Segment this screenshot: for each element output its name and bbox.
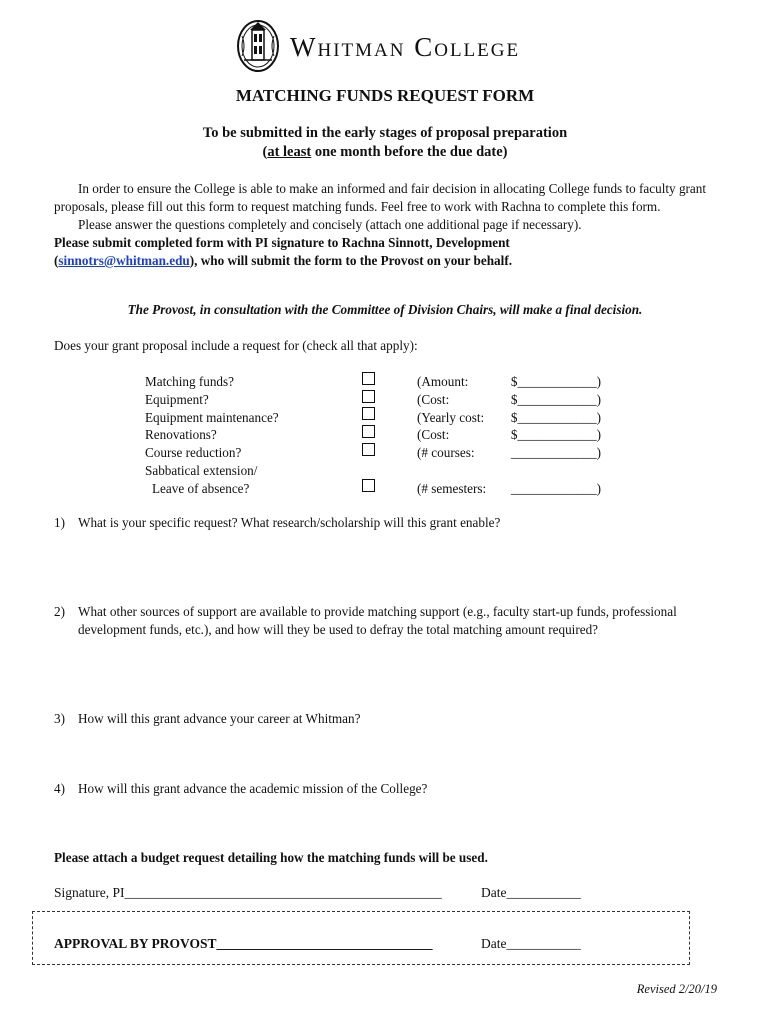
question-text: What other sources of support are available to provide matching support (e.g., faculty start-up funds, professional development funds, etc.), and how will they be used to defray the total matching amount required? (78, 604, 677, 637)
item-label-equipment-maintenance: Equipment maintenance? (145, 409, 279, 425)
amount-label: (Amount: (417, 374, 469, 389)
college-logo (234, 16, 544, 74)
approval-provost-field[interactable]: APPROVAL BY PROVOST________________________________ (54, 936, 433, 951)
amount-label: (Cost: (417, 391, 450, 407)
question-3 (54, 710, 714, 728)
amount-blank[interactable]: $____________) (510, 391, 601, 407)
budget-note: Please attach a budget request detailing how the matching funds will be used. (54, 850, 488, 865)
checkbox-renovations[interactable] (362, 425, 375, 438)
email-link[interactable]: sinnotrs@whitman.edu (58, 253, 190, 268)
item-label-renovations: Renovations? (145, 427, 217, 443)
question-number: 3) (54, 711, 65, 726)
item-label-matching-funds: Matching funds? (145, 374, 234, 389)
amount-blank[interactable]: $____________) (510, 374, 601, 389)
item-label-equipment: Equipment? (145, 391, 209, 407)
question-text: How will this grant advance your career at Whitman? (78, 711, 361, 726)
checkbox-matching-funds[interactable] (362, 372, 375, 385)
question-text: How will this grant advance the academic mission of the College? (78, 781, 428, 796)
approval-date-field[interactable]: Date___________ (481, 936, 581, 951)
amount-label: (Cost: (417, 427, 450, 443)
form-subtitle (0, 124, 770, 162)
amount-blank[interactable]: _____________) (510, 480, 601, 496)
question-2 (54, 603, 714, 639)
item-label-course-reduction: Course reduction? (145, 445, 242, 461)
checkbox-equipment-maintenance[interactable] (362, 407, 375, 420)
email-paren: ( (54, 253, 59, 268)
checkbox-sabbatical[interactable] (362, 479, 375, 492)
question-4 (54, 780, 714, 798)
college-name: Whitman College (290, 32, 521, 62)
item-label-sabbatical-2: Leave of absence? (152, 480, 250, 496)
question-number: 1) (54, 515, 65, 530)
checkbox-equipment[interactable] (362, 390, 375, 403)
amount-blank[interactable]: $____________) (510, 409, 601, 425)
submit-line: Please submit completed form with PI signature to Rachna Sinnott, Development (54, 235, 510, 250)
subtitle-rest: one month before the due date) (311, 144, 508, 160)
amount-blank[interactable]: _____________) (510, 445, 601, 461)
question-number: 4) (54, 781, 65, 796)
intro-paragraph-2: Please answer the questions completely and concisely (attach one additional page if necessary). (78, 217, 582, 232)
subtitle-line-1: To be submitted in the early stages of proposal preparation (202, 125, 568, 141)
question-text: What is your specific request? What research/scholarship will this grant enable? (78, 515, 501, 530)
question-1 (54, 514, 714, 532)
intro-section (54, 180, 724, 270)
revision-date: Revised 2/20/19 (636, 982, 717, 996)
checklist-intro: Does your grant proposal include a request for (check all that apply): (54, 338, 418, 353)
provost-note: The Provost, in consultation with the Committee of Division Chairs, will make a final decision. (127, 302, 643, 317)
checkbox-course-reduction[interactable] (362, 443, 375, 456)
question-number: 2) (54, 604, 65, 619)
amount-label: (# semesters: (417, 480, 487, 496)
college-seal-icon (234, 16, 284, 74)
amount-label: (# courses: (417, 445, 475, 461)
item-label-sabbatical-1: Sabbatical extension/ (145, 462, 258, 478)
signature-pi-field[interactable]: Signature, PI_______________________________________________ (54, 885, 442, 900)
signature-date-field[interactable]: Date___________ (481, 885, 581, 900)
submit-instructions (54, 234, 724, 270)
subtitle-paren: ( (262, 144, 268, 160)
intro-paragraph-1: In order to ensure the College is able to make an informed and fair decision in allocating College funds to faculty grant proposals, please fill out this form to request matching funds. Feel free to work with Rachna to complete this form. (54, 181, 707, 214)
submit-line-end: ), who will submit the form to the Provost on your behalf. (189, 253, 513, 268)
amount-blank[interactable]: $____________) (510, 427, 601, 443)
checklist-labels (145, 373, 279, 498)
subtitle-line-2 (0, 143, 770, 162)
amount-label: (Yearly cost: (417, 409, 485, 425)
subtitle-underlined: at least (267, 144, 312, 160)
form-title: MATCHING FUNDS REQUEST FORM (235, 86, 535, 105)
